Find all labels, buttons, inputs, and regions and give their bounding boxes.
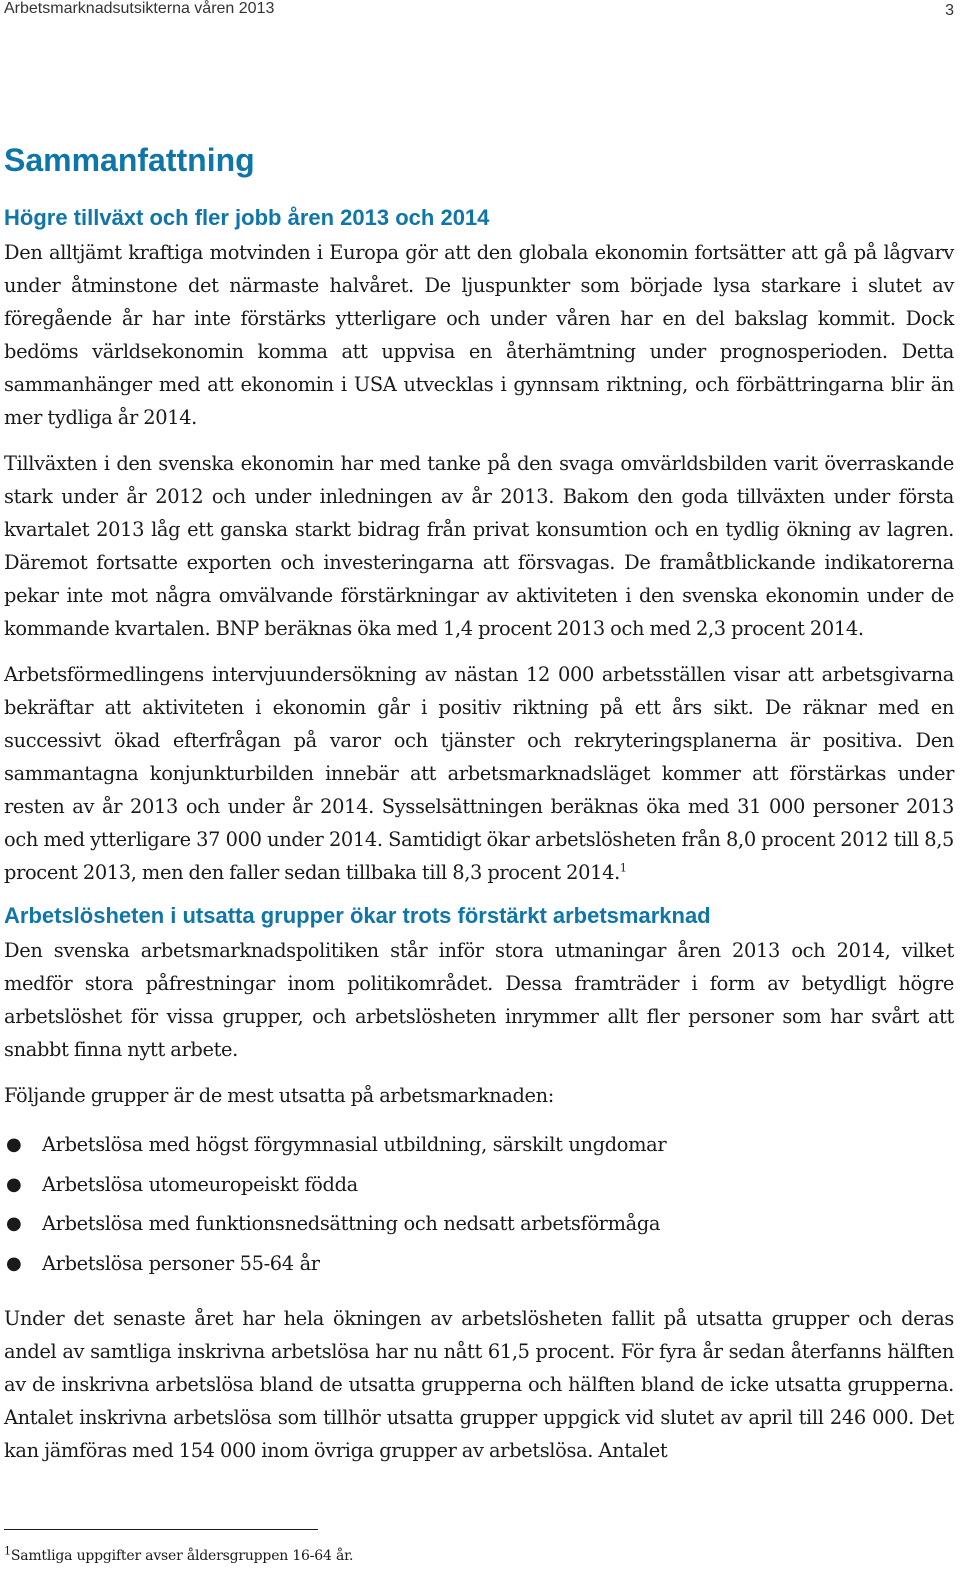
section-heading: Arbetslösheten i utsatta grupper ökar trots förstärkt arbetsmarknad	[4, 903, 711, 928]
list-item-text: Arbetslösa med funktionsnedsättning och nedsatt arbetsförmåga	[42, 1212, 661, 1235]
bullet-list	[4, 1125, 954, 1283]
paragraph: Den alltjämt kraftiga motvinden i Europa gör att den globala ekonomin fortsätter att gå på lågvarv under åtminstone det närmaste halvåret. De ljuspunkter som började lysa starkare i slutet av föregående år har inte förstärks ytterligare och under våren har en del bakslag kommit. Dock bedöms världsekonomin komma att uppvisa en återhämtning under prognosperioden. Detta sammanhänger med att ekonomin i USA utvecklas i gynnsam riktning, och förbättringarna blir än mer tydliga år 2014.	[4, 241, 954, 429]
page-number: 3	[945, 2, 954, 19]
paragraph: Den svenska arbetsmarknadspolitiken står inför stora utmaningar åren 2013 och 2014, vilket medför stora påfrestningar inom politikområdet. Dessa framträder i form av betydligt högre arbetslöshet för vissa grupper, och arbetslösheten inrymmer allt fler personer som har svårt att snabbt finna nytt arbete.	[4, 939, 954, 1061]
running-header	[4, 0, 954, 22]
list-item	[4, 1204, 954, 1244]
section-heading: Högre tillväxt och fler jobb åren 2013 och 2014	[4, 205, 490, 230]
document-title: Arbetsmarknadsutsikterna våren 2013	[4, 0, 275, 17]
footnote-divider	[4, 1529, 318, 1530]
paragraph: Tillväxten i den svenska ekonomin har med tanke på den svaga omvärldsbilden varit överraskande stark under år 2012 och under inledningen av år 2013. Bakom den goda tillväxten under första kvartalet 2013 låg ett ganska starkt bidrag från privat konsumtion och en tydlig ökning av lagren. Däremot fortsatte exporten och investeringarna att försvagas. De framåtblickande indikatorerna pekar inte mot några omvälvande förstärkningar av aktiviteten i den svenska ekonomin under de kommande kvartalen. BNP beräknas öka med 1,4 procent 2013 och med 2,3 procent 2014.	[4, 452, 954, 640]
section-growth-and-jobs	[4, 204, 954, 889]
paragraph	[4, 658, 954, 889]
list-item	[4, 1125, 954, 1165]
paragraph-text: Arbetsförmedlingens intervjuundersökning av nästan 12 000 arbetsställen visar att arbetsgivarna bekräftar att aktiviteten i ekonomin går i positiv riktning på ett års sikt. De räknar med en successivt ökad efterfrågan på varor och tjänster och rekryteringsplanerna är positiva. Den sammantagna konjunkturbilden innebär att arbetsmarknadsläget kommer att förstärkas under resten av år 2013 och under år 2014. Sysselsättningen beräknas öka med 31 000 personer 2013 och med ytterligare 37 000 under 2014. Samtidigt ökar arbetslösheten från 8,0 procent 2012 till 8,5 procent 2013, men den faller sedan tillbaka till 8,3 procent 2014.	[4, 663, 954, 884]
bullet-icon: ●	[6, 1134, 22, 1155]
footnote-marker: 1	[4, 1544, 11, 1558]
section-vulnerable-groups	[4, 902, 954, 1467]
footnote	[4, 1546, 353, 1566]
main-content	[4, 140, 954, 1480]
footnote-marker: 1	[619, 861, 627, 875]
paragraph: Följande grupper är de mest utsatta på arbetsmarknaden:	[4, 1084, 554, 1107]
list-item-text: Arbetslösa utomeuropeiskt födda	[42, 1172, 358, 1196]
footnote-text: Samtliga uppgifter avser åldersgruppen 16-64 år.	[10, 1548, 354, 1564]
list-item-text: Arbetslösa med högst förgymnasial utbildning, särskilt ungdomar	[42, 1133, 667, 1156]
bullet-icon: ●	[6, 1213, 22, 1234]
bullet-icon: ●	[6, 1252, 22, 1274]
bullet-icon: ●	[6, 1173, 22, 1195]
page-title: Sammanfattning	[4, 142, 255, 178]
list-item	[4, 1165, 954, 1205]
list-item	[4, 1244, 954, 1284]
paragraph: Under det senaste året har hela ökningen av arbetslösheten fallit på utsatta grupper och deras andel av samtliga inskrivna arbetslösa har nu nått 61,5 procent. För fyra år sedan återfanns hälften av de inskrivna arbetslösa bland de utsatta grupperna och hälften bland de icke utsatta grupperna. Antalet inskrivna arbetslösa som tillhör utsatta grupper uppgick vid slutet av april till 246 000. Det kan jämföras med 154 000 inom övriga grupper av arbetslösa. Antalet	[4, 1307, 954, 1462]
list-item-text: Arbetslösa personer 55-64 år	[42, 1251, 320, 1275]
